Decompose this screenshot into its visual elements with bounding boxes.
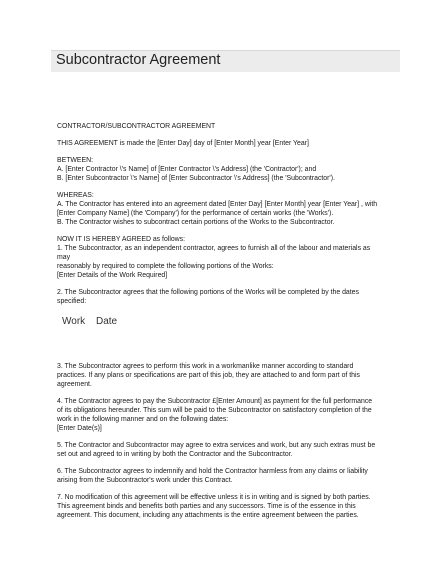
clause-7-line2: This agreement binds and benefits both parties and any successors. Time is of the essence in this	[57, 503, 356, 510]
document-title: Subcontractor Agreement	[56, 52, 221, 68]
table-header-work: Work	[62, 316, 86, 327]
clause-7-line1: 7. No modification of this agreement will be effective unless it is in writing and is signed by both parties.	[57, 494, 371, 501]
clause-6-line2: arising from the Subcontractor's work under this Contract.	[57, 477, 233, 484]
clause-4-line4: [Enter Date(s)]	[57, 425, 102, 432]
whereas-a-line1: A. The Contractor has entered into an agreement dated [Enter Day] [Enter Month] year [Enter Year] , with	[57, 201, 378, 208]
clause-2-line1: 2. The Subcontractor agrees that the following portions of the Works will be completed by the dates	[57, 289, 359, 296]
clause-4-line3: work in the following manner and on the following dates:	[57, 416, 229, 423]
whereas-label: WHEREAS:	[57, 192, 94, 199]
clause-3-line3: agreement.	[57, 381, 92, 388]
between-label: BETWEEN:	[57, 157, 93, 164]
whereas-a-line2: [Enter Company Name] (the 'Company') for the performance of certain works (the 'Works').	[57, 210, 334, 217]
clause-1-line3: reasonably by required to complete the following portions of the Works:	[57, 263, 274, 270]
clause-4-line1: 4. The Contractor agrees to pay the Subcontractor £[Enter Amount] as payment for the full performance	[57, 398, 373, 405]
clause-6-line1: 6. The Subcontractor agrees to indemnify and hold the Contractor harmless from any claims or liability	[57, 468, 368, 475]
clause-1-line2: may	[57, 254, 71, 261]
clause-4-line2: of its obligations hereunder. This sum will be paid to the Subcontractor on satisfactory completion of the	[57, 407, 372, 414]
clause-7-line3: agreement. This document, including any attachments is the entire agreement between the parties.	[57, 512, 359, 519]
party-a: A. [Enter Contractor \'s Name] of [Enter Contractor \'s Address] (the 'Contractor'); and	[57, 166, 317, 173]
clause-2-line2: specified:	[57, 298, 87, 305]
party-b: B. [Enter Subcontractor \'s Name] of [Enter Subcontractor \'s Address] (the 'Subcontractor').	[57, 175, 335, 182]
agreement-body	[57, 122, 407, 520]
agreement-heading: CONTRACTOR/SUBCONTRACTOR AGREEMENT	[57, 123, 216, 130]
intro-line: THIS AGREEMENT is made the [Enter Day] day of [Enter Month] year [Enter Year]	[57, 140, 309, 147]
agreed-label: NOW IT IS HEREBY AGREED as follows:	[57, 236, 186, 243]
table-header-date: Date	[96, 316, 118, 327]
clause-3-line1: 3. The Subcontractor agrees to perform this work in a workmanlike manner according to standard	[57, 363, 354, 370]
clause-5-line2: set out and agreed to in writing by both the Contractor and the Subcontractor.	[57, 451, 293, 458]
clause-5-line1: 5. The Contractor and Subcontractor may agree to extra services and work, but any such extras must be	[57, 442, 376, 449]
clause-1-line1: 1. The Subcontractor, as an independent contractor, agrees to furnish all of the labour and materials as	[57, 245, 371, 252]
clause-1-line4: [Enter Details of the Work Required]	[57, 272, 168, 279]
title-banner	[51, 50, 400, 72]
clause-3-line2: practices. If any plans or specifications are part of this job, they are attached to and form part of this	[57, 372, 360, 379]
whereas-b: B. The Contractor wishes to subcontract certain portions of the Works to the Subcontractor.	[57, 219, 335, 226]
work-date-table-header	[57, 311, 407, 335]
